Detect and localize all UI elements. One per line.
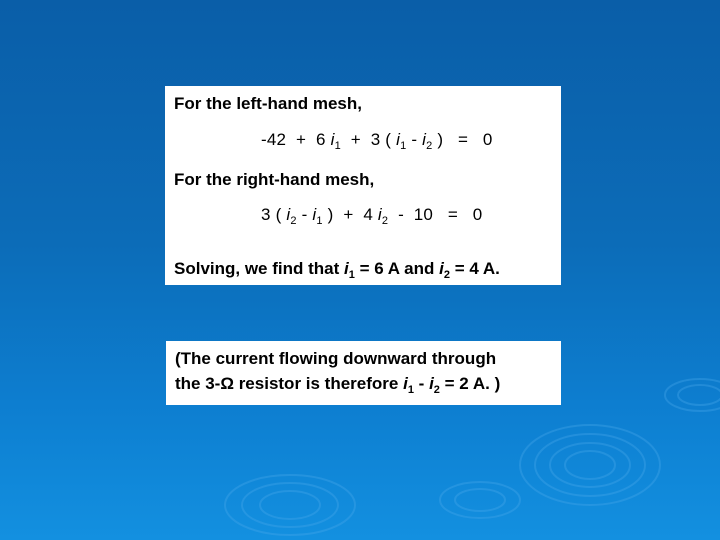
current-note-box: [166, 341, 561, 405]
left-mesh-heading: For the left-hand mesh,: [174, 94, 362, 113]
left-mesh-equation: -42 + 6 $i_1 + 3$ ( $i_1 - i_2$ ) = 0: [261, 130, 493, 152]
mesh-equations-box: [165, 86, 561, 285]
right-mesh-equation: 3 ( $i_2 - i_1$ ) + 4 $i_2 - 10 = 0$: [261, 205, 483, 227]
note-line-2: the 3-Ω resistor is therefore $i_1 - i_2 = 2$ A. ): [175, 374, 501, 396]
note-line-1: (The current flowing downward through: [175, 349, 497, 368]
right-mesh-heading: For the right-hand mesh,: [174, 170, 375, 189]
solution-statement: Solving, we find that $i_1 = 6$ A and $i_2 = 4$ A.: [174, 259, 500, 281]
